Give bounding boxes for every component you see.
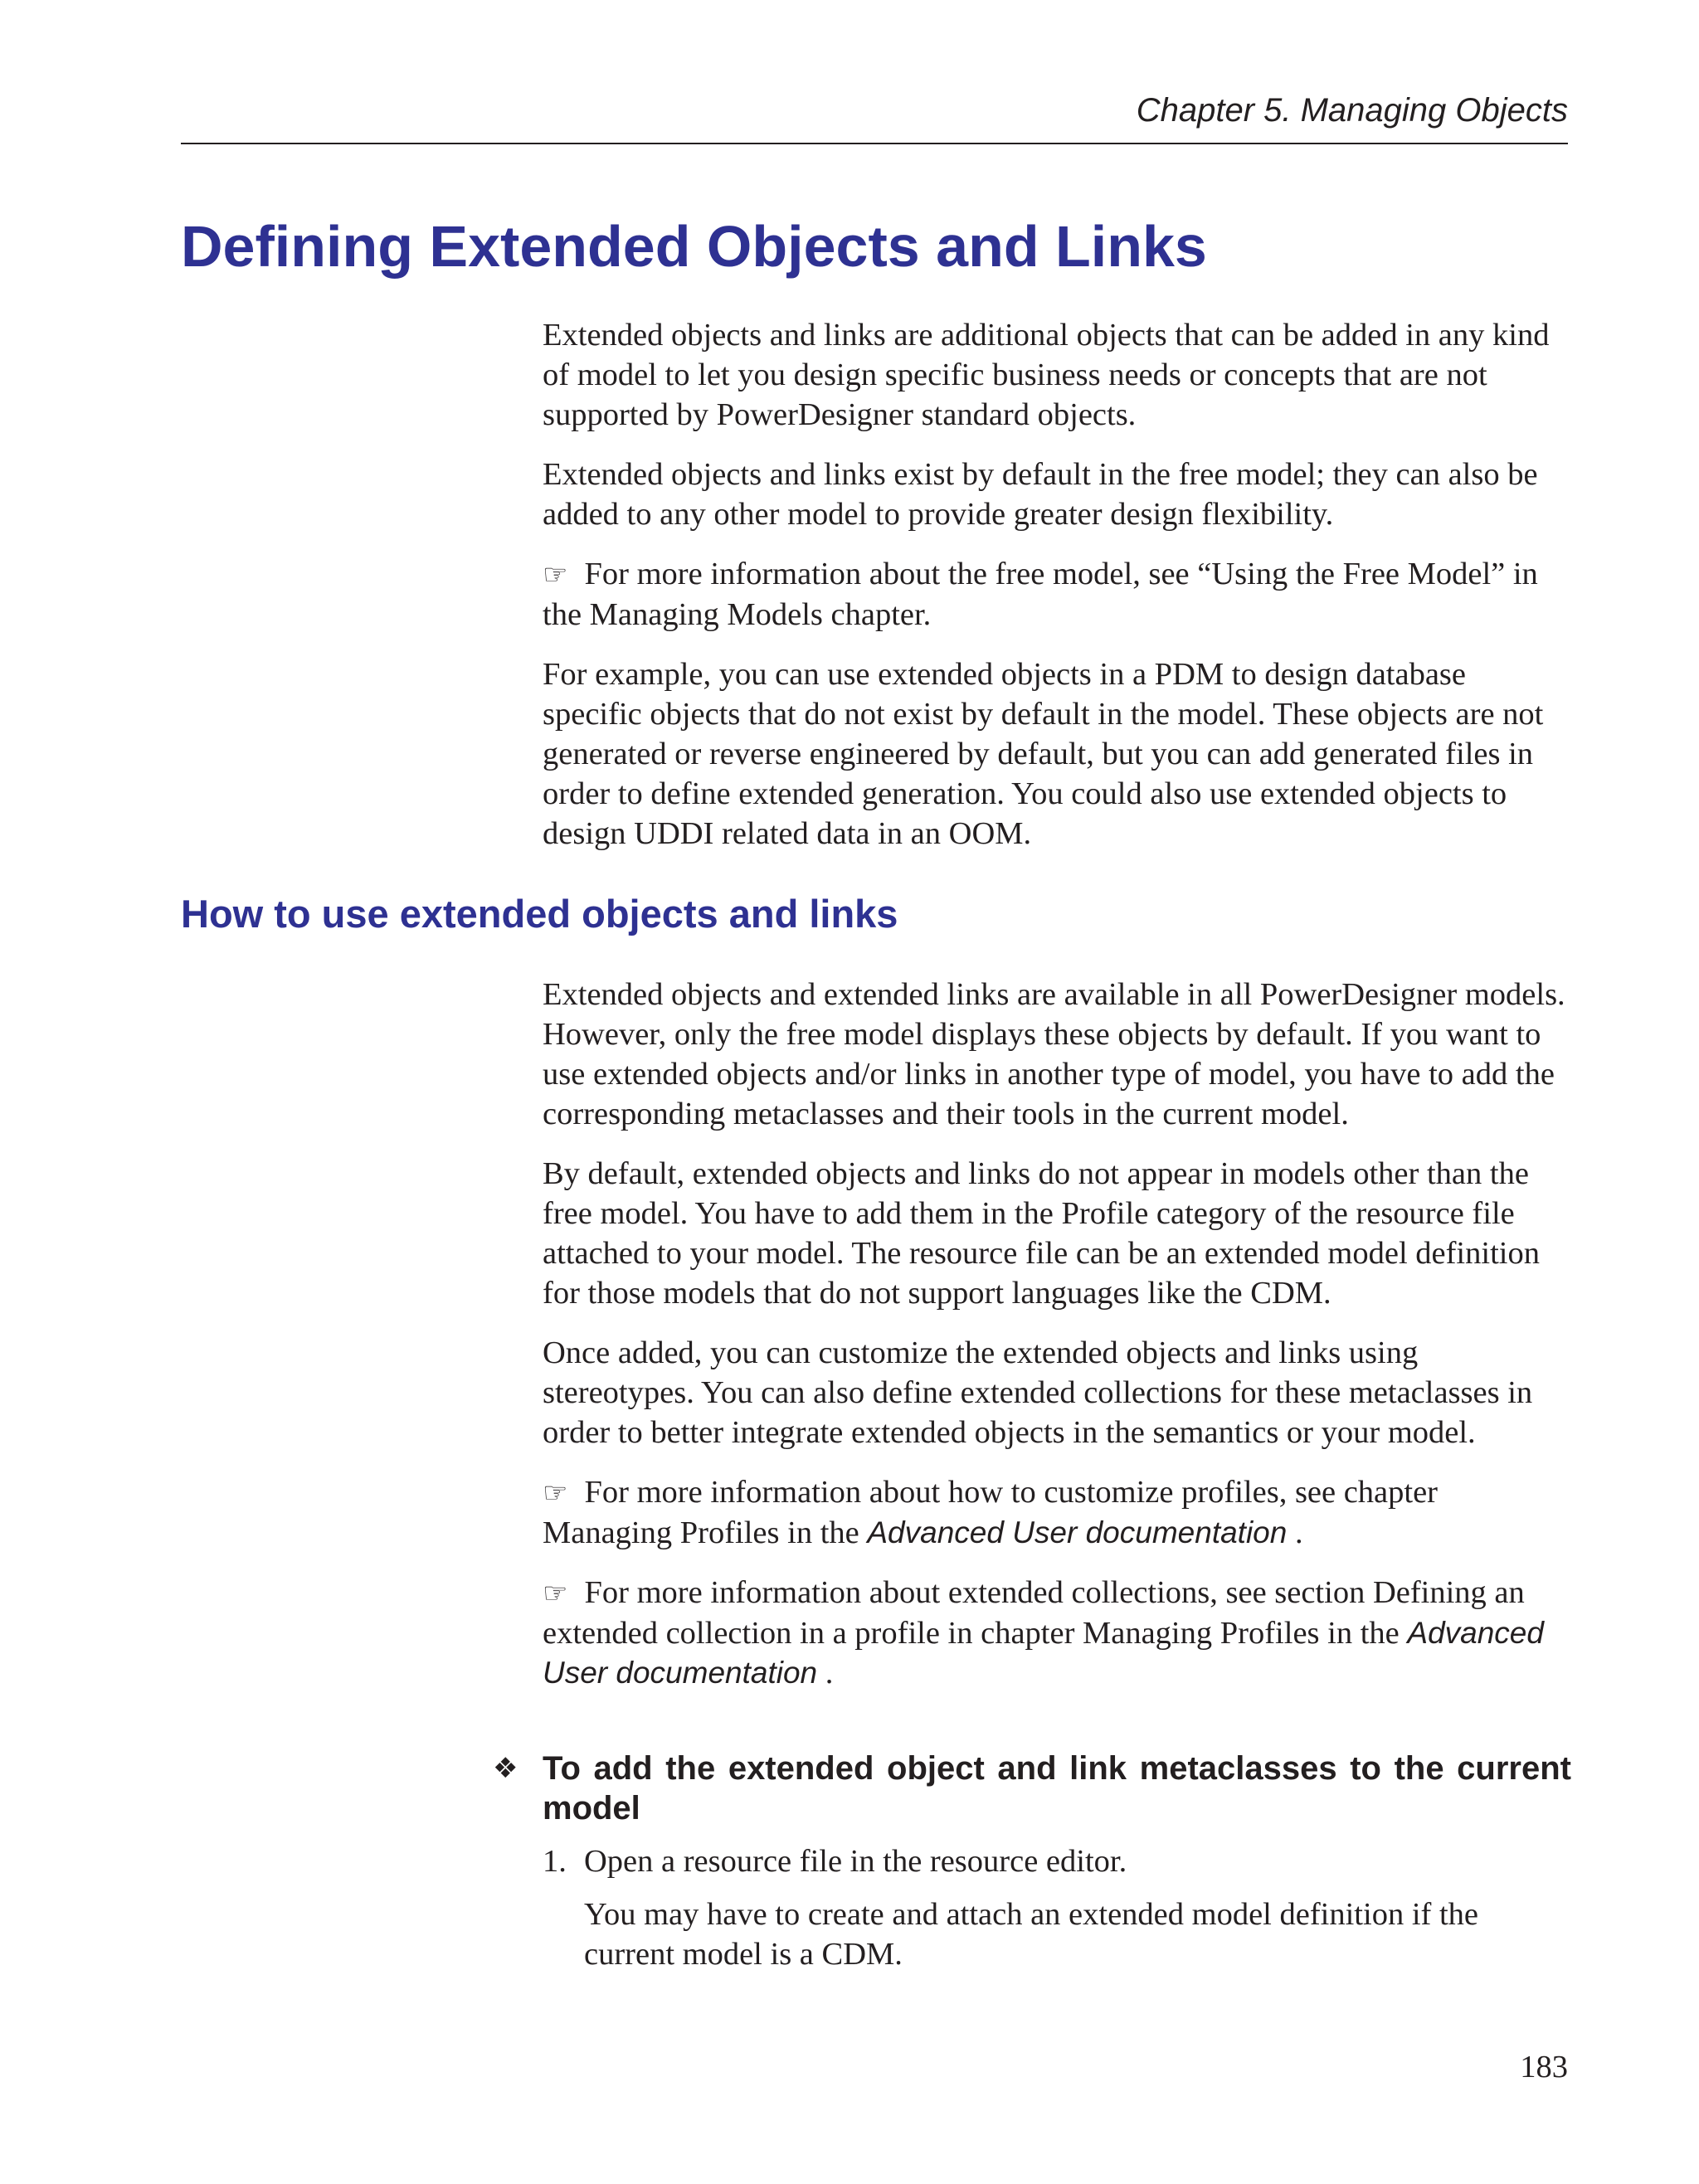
section-paragraph-2: By default, extended objects and links do not appear in models other than the free model. You have to add them in the Profile category of the resource file attached to your model. The resource file can be an extended model definition for those models that do not support languages like the CDM.: [543, 1156, 1540, 1311]
section-note-2-end: .: [825, 1656, 834, 1690]
section-note-1-reference: Advanced User documentation: [867, 1515, 1288, 1549]
section-body: [543, 975, 1571, 1713]
intro-note: [543, 554, 1571, 635]
procedure-steps: [543, 1841, 1571, 1974]
section-note-1-end: .: [1294, 1515, 1303, 1550]
procedure-step: [543, 1841, 1571, 1974]
section-note-2-text: For more information about extended collections, see section Defining an extended collection in a profile in chapter Managing Profiles in the: [543, 1575, 1525, 1651]
pointing-hand-icon: ☞: [543, 1476, 568, 1510]
intro-paragraph-3: For example, you can use extended objects in a PDM to design database specific objects that do not exist by default in the model. These objects are not generated or reverse engineered by default, but you can add generated files in order to define extended generation. You could also use extended objects to design UDDI related data in an OOM.: [543, 657, 1544, 851]
intro-paragraph-1: Extended objects and links are additional objects that can be added in any kind of model to let you design specific business needs or concepts that are not supported by PowerDesigner standard objects.: [543, 318, 1550, 432]
section-note-2: [543, 1573, 1571, 1693]
intro-note-text: For more information about the free model, see “Using the Free Model” in the Managing Models chapter.: [543, 557, 1538, 632]
section-paragraph-3: Once added, you can customize the extended objects and links using stereotypes. You can also define extended collections for these metaclasses in order to better integrate extended objects in the semantics or your model.: [543, 1335, 1533, 1450]
section-heading: How to use extended objects and links: [181, 892, 898, 936]
section-note-2-reference: Advanced User documentation: [543, 1616, 1544, 1690]
running-header: Chapter 5. Managing Objects: [1136, 92, 1568, 129]
page-number: 183: [1520, 2050, 1568, 2084]
step-detail: You may have to create and attach an extended model definition if the current model is a CDM.: [584, 1897, 1478, 1972]
procedure-heading-text: To add the extended object and link metaclasses to the current model: [543, 1750, 1571, 1826]
procedure-block: [493, 1749, 1571, 1974]
step-text: Open a resource file in the resource editor.: [584, 1844, 1127, 1879]
diamond-bullet-icon: ❖: [493, 1752, 518, 1785]
pointing-hand-icon: ☞: [543, 1577, 568, 1610]
intro-body: [543, 315, 1571, 873]
pointing-hand-icon: ☞: [543, 558, 568, 591]
page-title: Defining Extended Objects and Links: [181, 214, 1207, 279]
step-number: 1.: [543, 1844, 567, 1879]
section-note-1: [543, 1472, 1571, 1553]
section-note-1-text: For more information about how to customize profiles, see chapter Managing Profiles in the: [543, 1475, 1439, 1550]
section-paragraph-1: Extended objects and extended links are available in all PowerDesigner models. However, only the free model displays these objects by default. If you want to use extended objects and/or links in another type of model, you have to add the corresponding metaclasses and their tools in the current model.: [543, 977, 1565, 1131]
procedure-heading: [493, 1749, 1571, 1828]
intro-paragraph-2: Extended objects and links exist by default in the free model; they can also be added to any other model to provide greater design flexibility.: [543, 457, 1538, 532]
step-line: [543, 1841, 1571, 1881]
header-rule: [181, 143, 1568, 144]
